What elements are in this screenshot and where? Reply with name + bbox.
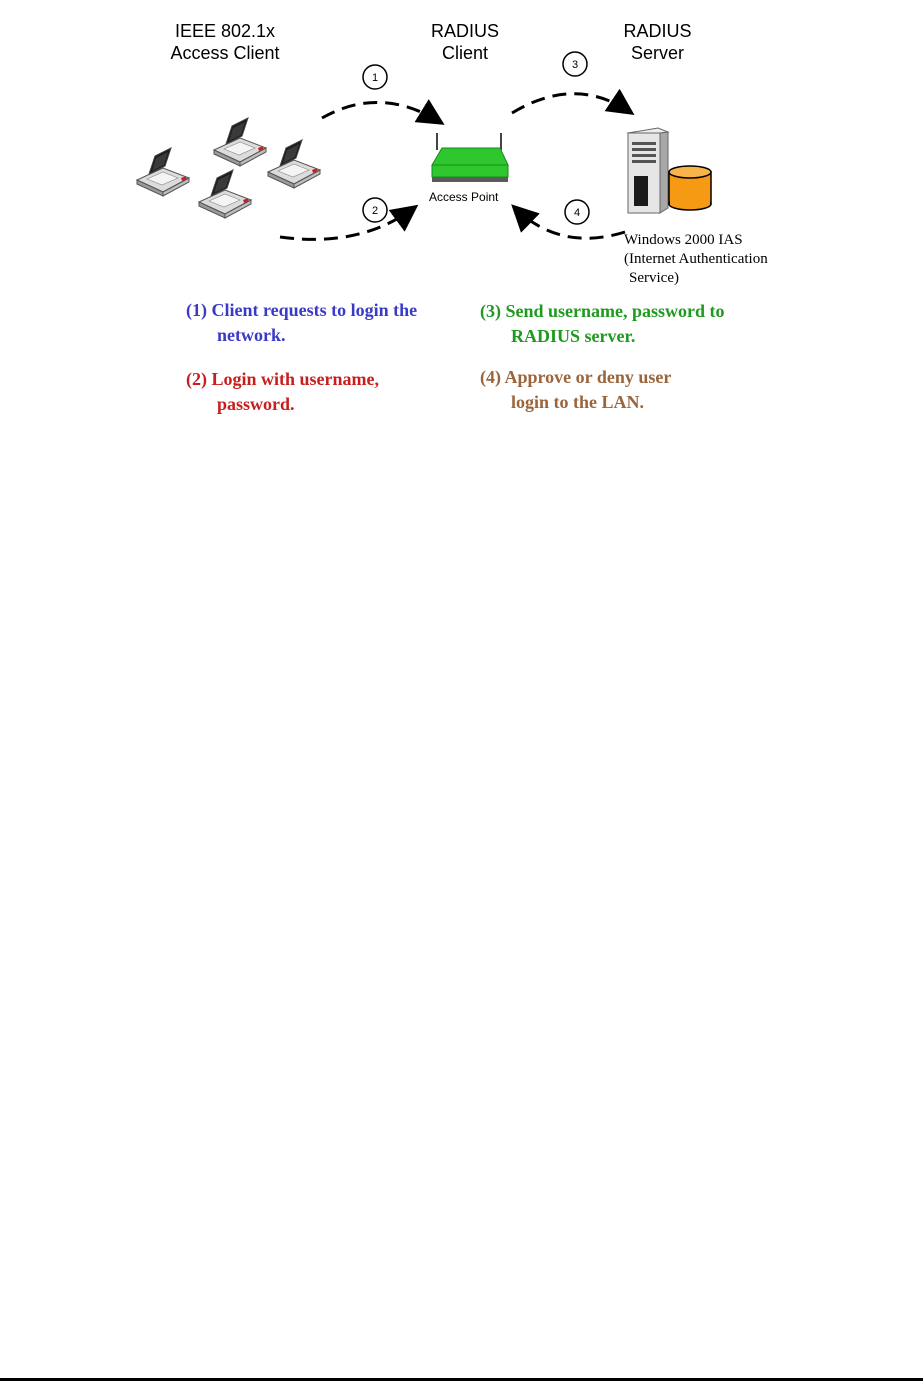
heading-radius-client-line1: RADIUS (430, 21, 499, 41)
laptop-icon (199, 170, 251, 218)
server-caption-line2: (Internet Authentication (624, 251, 768, 267)
laptop-icon (214, 118, 266, 166)
step-label-2-line2: password. (217, 394, 295, 414)
heading-radius-client-line2: Client (441, 43, 489, 63)
arrow-step-1 (322, 102, 440, 122)
laptop-icon (137, 148, 189, 196)
laptop-icon (268, 140, 320, 188)
step-label-1 (186, 298, 417, 348)
step-label-4-line1: (4) Approve or deny user (480, 367, 672, 387)
server-tower-icon (628, 128, 668, 213)
step-label-1-line2: network. (217, 325, 286, 345)
heading-access-client-line2: Access Client (170, 43, 280, 63)
step-label-3-line2: RADIUS server. (511, 326, 636, 346)
database-icon (669, 166, 711, 210)
step-label-4 (480, 365, 671, 415)
step-number-1: 1 (371, 72, 379, 84)
step-label-3-line1: (3) Send username, password to (480, 301, 725, 321)
arrow-step-3 (512, 94, 630, 113)
access-point-icon (432, 133, 508, 182)
access-point-label: Access Point (429, 190, 499, 204)
step-circle-4 (565, 200, 589, 224)
step-label-2-line1: (2) Login with username, (186, 369, 379, 389)
arrow-step-2 (280, 208, 414, 239)
step-label-4-line2: login to the LAN. (511, 392, 645, 412)
step-label-1-line1: (1) Client requests to login the (186, 300, 418, 320)
server-caption-line1: Windows 2000 IAS (624, 232, 743, 248)
heading-radius-server-line1: RADIUS (623, 21, 692, 41)
heading-access-client-line1: IEEE 802.1x (174, 21, 276, 41)
step-number-4: 4 (573, 207, 581, 219)
radius-authentication-diagram (0, 0, 923, 300)
step-circle-3 (563, 52, 587, 76)
server-caption (624, 231, 768, 288)
step-circle-2 (363, 198, 387, 222)
step-number-3: 3 (571, 59, 579, 71)
step-number-2: 2 (371, 205, 379, 217)
step-label-3 (480, 299, 725, 349)
step-label-2 (186, 367, 379, 417)
server-caption-line3: Service) (629, 270, 679, 286)
heading-radius-server-line2: Server (630, 43, 684, 63)
step-circle-1 (363, 65, 387, 89)
